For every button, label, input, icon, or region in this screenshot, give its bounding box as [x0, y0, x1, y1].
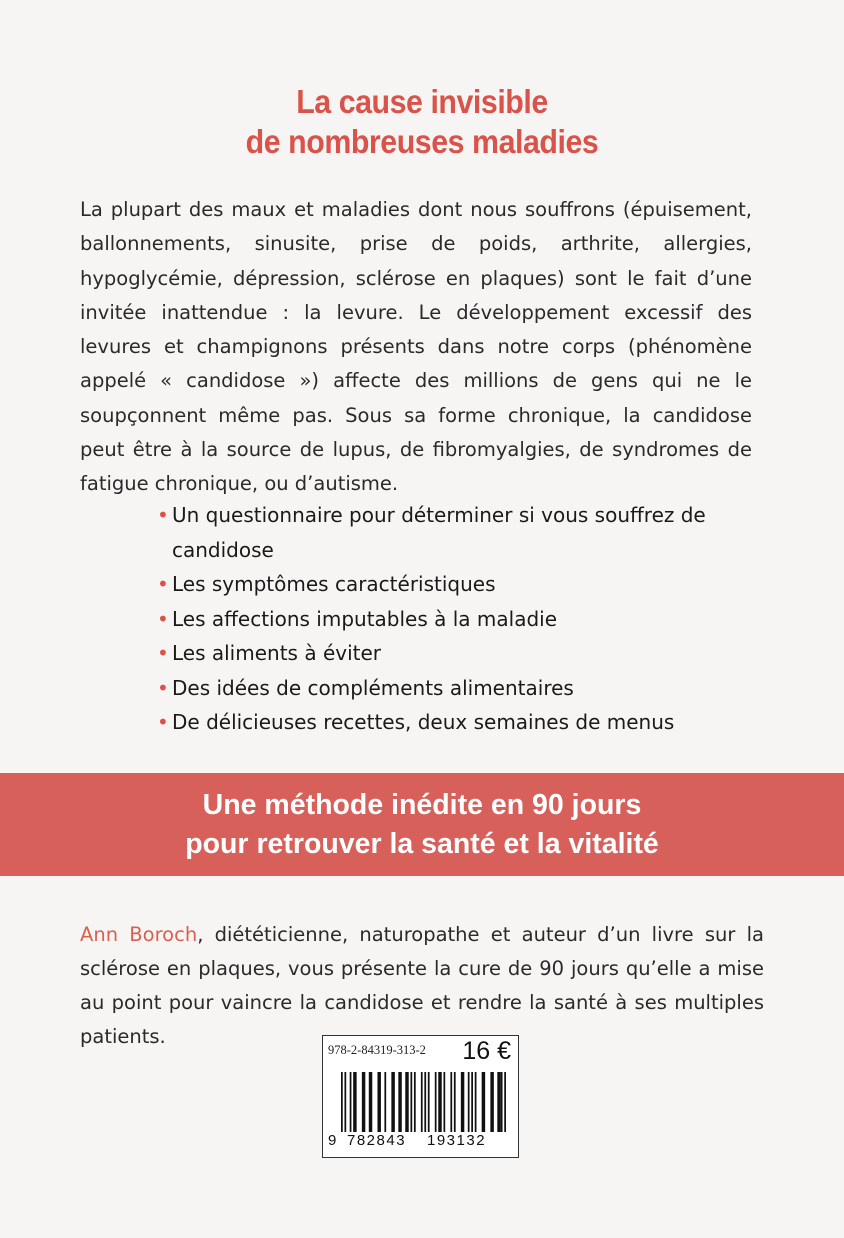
list-item	[155, 636, 755, 671]
bullet-icon: •	[157, 572, 169, 596]
list-item	[155, 498, 755, 567]
list-item	[155, 567, 755, 602]
barcode-bar	[341, 1072, 343, 1132]
list-item	[155, 705, 755, 740]
barcode-bar	[353, 1072, 356, 1132]
book-title	[34, 82, 810, 162]
barcode-bar	[490, 1072, 493, 1132]
ean-right-digits: 193132	[427, 1132, 487, 1149]
list-item-text: Les affections imputables à la maladie	[172, 606, 558, 631]
barcode-bar	[391, 1072, 394, 1132]
barcode-bar	[369, 1072, 372, 1132]
barcode-bar	[362, 1072, 365, 1132]
list-item	[155, 602, 755, 637]
barcode-bar	[501, 1072, 503, 1132]
barcode-bar	[443, 1072, 445, 1132]
barcode-bar	[384, 1072, 386, 1132]
list-item-text: Un questionnaire pour déterminer si vous souffrez de candidose	[172, 503, 706, 562]
list-item-text: De délicieuses recettes, deux semaines de menus	[172, 710, 675, 734]
list-item-text: Les symptômes caractéristiques	[172, 572, 496, 596]
isbn-number: 978-2-84319-313-2	[328, 1043, 426, 1057]
barcode-bar	[405, 1072, 408, 1132]
author-bio: , diététicienne, naturopathe et auteur d’un livre sur la sclérose en plaques, vous présente la cure de 90 jours qu’elle a mise au point pour vaincre la candidose et rendre la santé à ses multiples patients.	[80, 923, 764, 1048]
barcode-sticker	[322, 1035, 519, 1158]
barcode-bar	[454, 1072, 456, 1132]
barcode-bar	[471, 1072, 473, 1132]
title-line-1: La cause invisible	[296, 83, 548, 120]
banner-line-1: Une méthode inédite en 90 jours	[202, 789, 642, 821]
barcode-bar	[497, 1072, 500, 1132]
barcode-bar	[424, 1072, 426, 1132]
barcode-bar	[438, 1072, 441, 1132]
price-label: 16 €	[462, 1037, 511, 1065]
list-item-text: Les aliments à éviter	[172, 641, 382, 665]
feature-list	[155, 498, 755, 740]
barcode-icon	[341, 1072, 506, 1132]
barcode-bar	[450, 1072, 452, 1132]
barcode-bar	[344, 1072, 346, 1132]
barcode-bar	[350, 1072, 352, 1132]
ean-first-digit: 9	[328, 1132, 337, 1149]
bullet-icon: •	[157, 675, 169, 700]
barcode-bar	[428, 1072, 430, 1132]
barcode-bar	[410, 1072, 412, 1132]
bullet-icon: •	[157, 710, 169, 734]
barcode-bar	[421, 1072, 423, 1132]
barcode-bar	[435, 1072, 437, 1132]
list-item-text: Des idées de compléments alimentaires	[172, 675, 574, 700]
intro-paragraph: La plupart des maux et maladies dont nous souffrons (épuisement, ballonnements, sinusite, prise de poids, arthrite, allergies, hypoglycémie, dépression, sclérose en plaques) sont le fait d’une invitée inattendue : la levure. Le développement excessif des levures et champignons présents dans notre corps (phénomène appelé « candidose ») affecte des millions de gens qui ne le soupçonnent même pas. Sous sa forme chronique, la candidose peut être à la source de lupus, de fibromyalgies, de syndromes de fatigue chronique, ou d’autisme.	[80, 198, 752, 496]
method-banner	[0, 773, 844, 876]
barcode-bar	[468, 1072, 470, 1132]
barcode-bar	[482, 1072, 485, 1132]
bullet-icon: •	[157, 503, 169, 527]
barcode-bar	[414, 1072, 416, 1132]
barcode-bar	[398, 1072, 401, 1132]
ean-left-digits: 782843	[347, 1132, 407, 1149]
barcode-bar	[504, 1072, 506, 1132]
author-paragraph	[80, 918, 764, 1054]
bullet-icon: •	[157, 641, 169, 665]
list-item	[155, 671, 755, 706]
banner-line-2: pour retrouver la santé et la vitalité	[185, 828, 659, 860]
barcode-bar	[377, 1072, 380, 1132]
barcode-bar	[475, 1072, 477, 1132]
bullet-icon: •	[157, 606, 169, 631]
author-name: Ann Boroch	[80, 923, 198, 946]
barcode-bar	[461, 1072, 464, 1132]
title-line-2: de nombreuses maladies	[245, 123, 599, 160]
